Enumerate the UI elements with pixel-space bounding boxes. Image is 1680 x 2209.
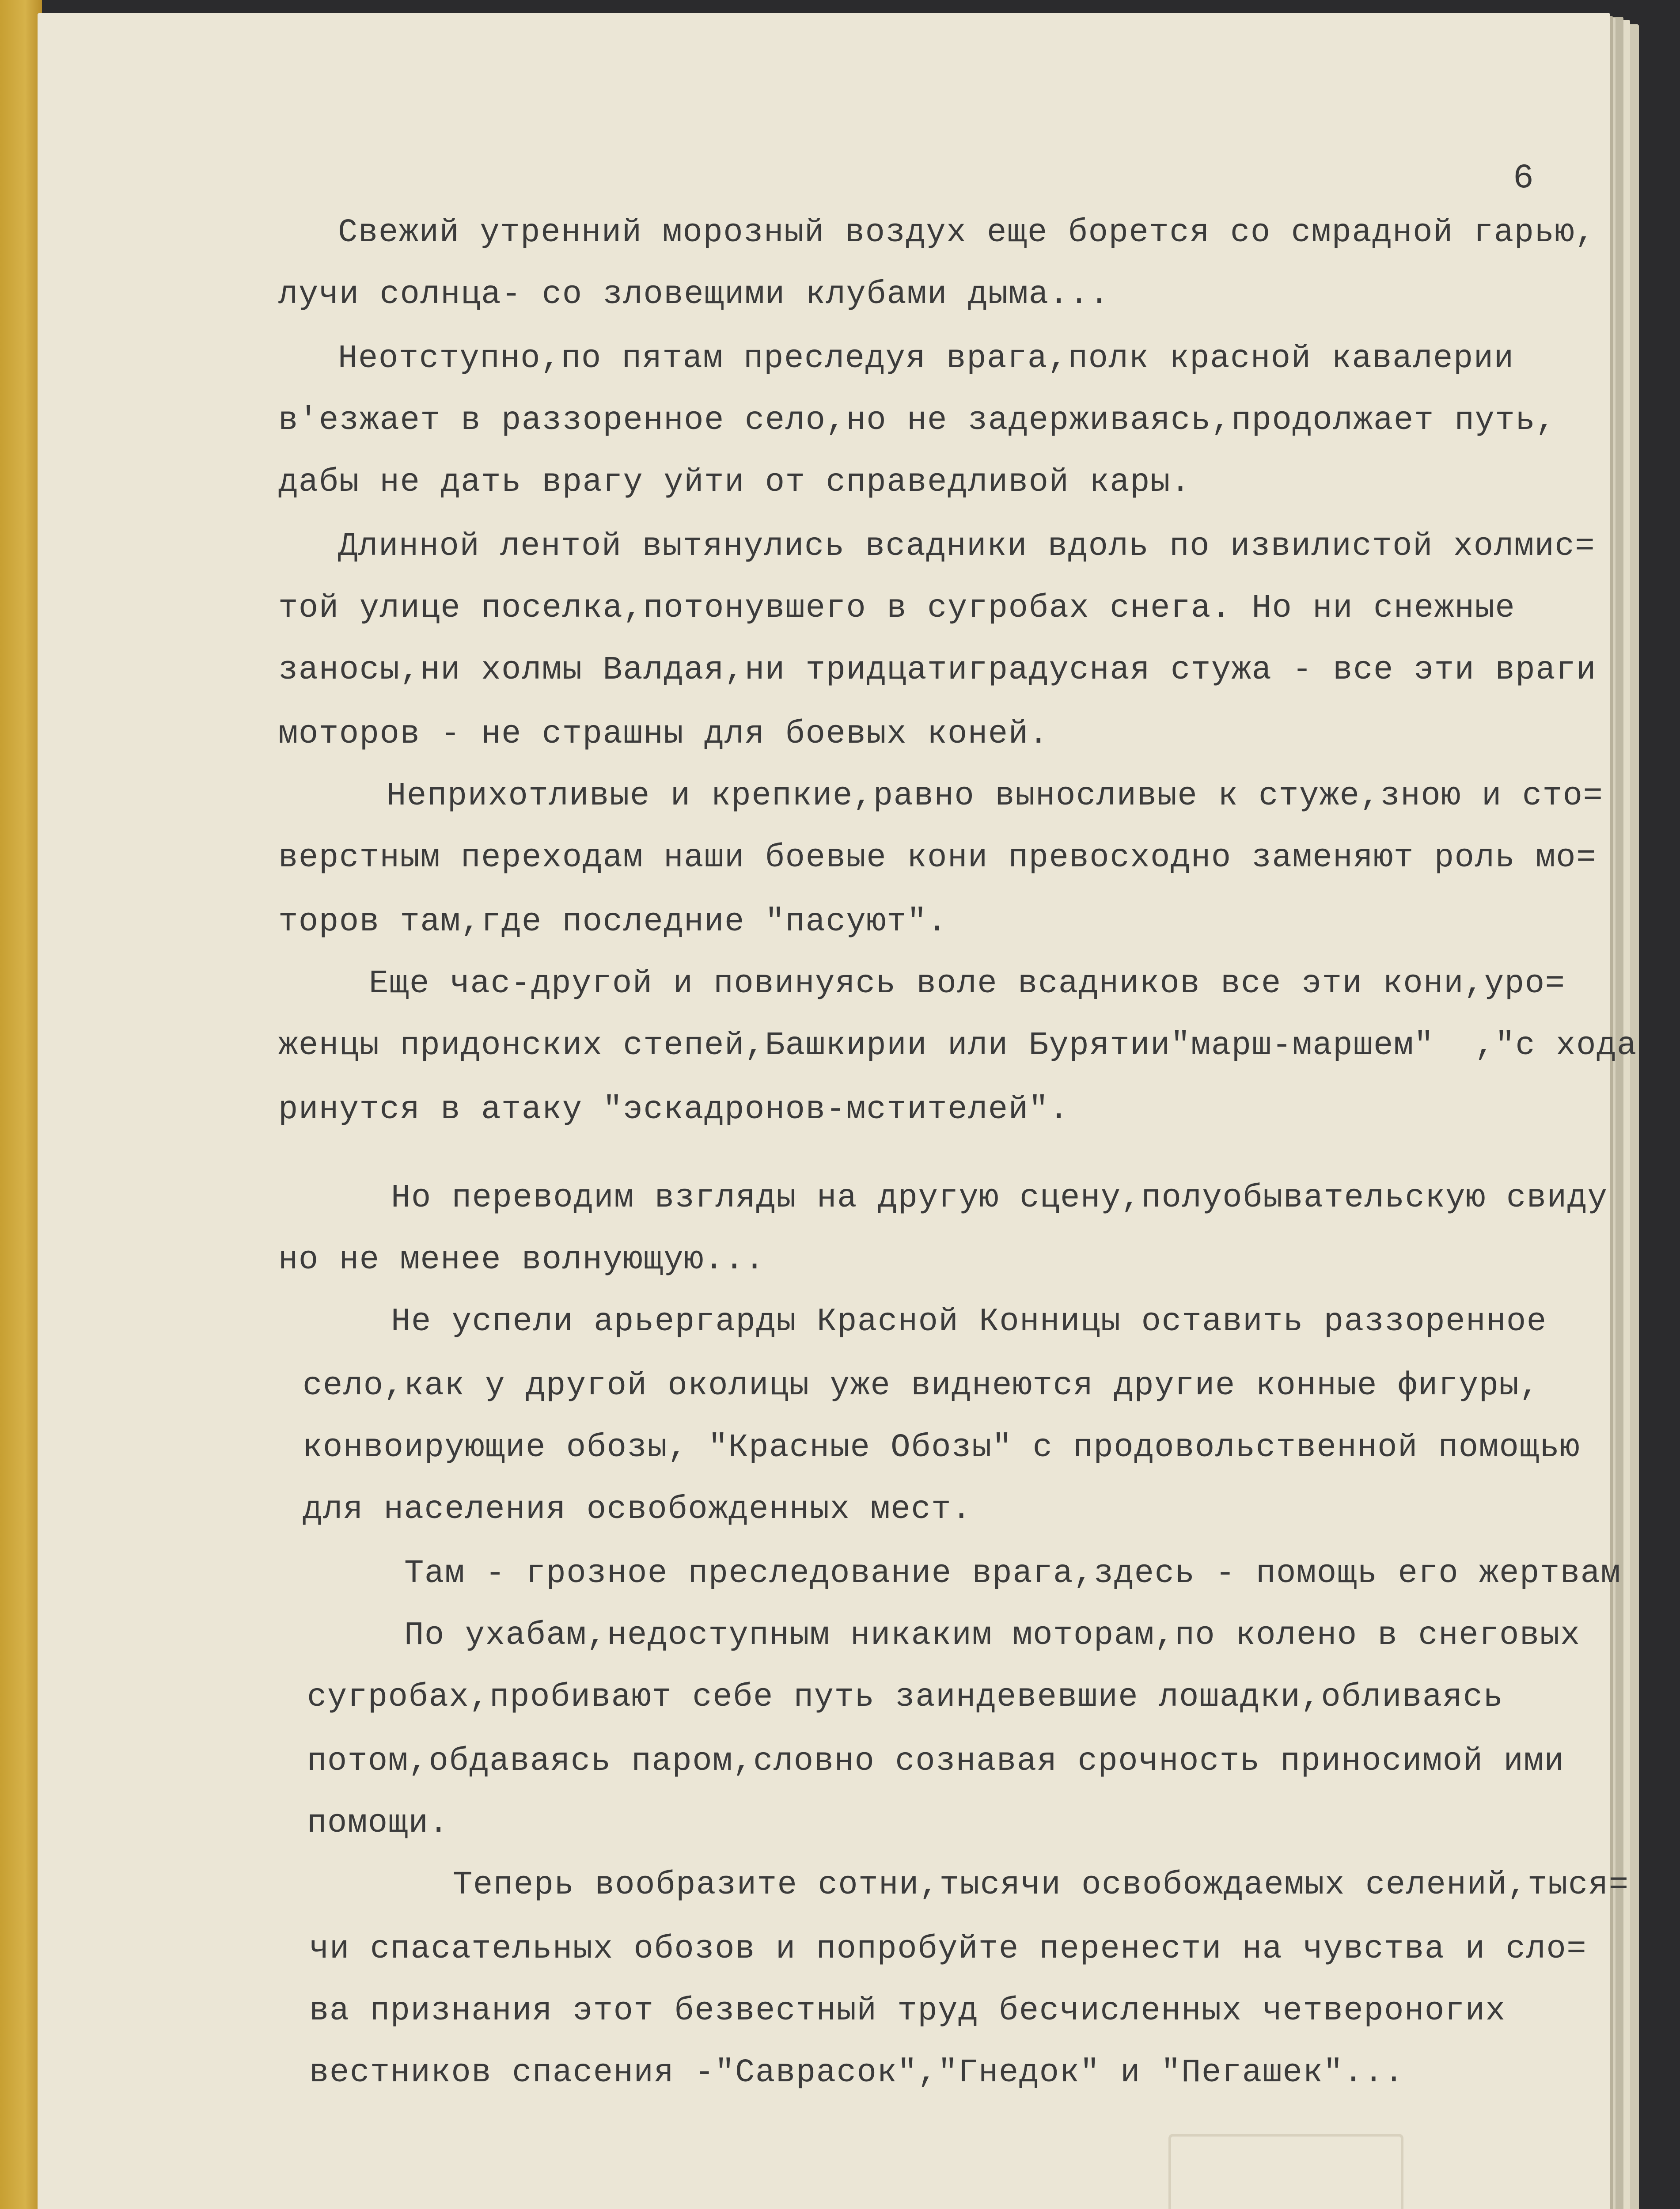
- page-number: 6: [1513, 159, 1534, 198]
- text-line: Там - грозное преследование врага,здесь - помощь его жертвам: [404, 1555, 1621, 1592]
- text-line: вестников спасения -"Саврасок","Гнедок" и "Пегашек"...: [309, 2054, 1404, 2091]
- text-line: Но переводим взгляды на другую сцену,полуобывательскую свиду: [391, 1180, 1608, 1217]
- text-line: чи спасательных обозов и попробуйте перенести на чувства и сло=: [309, 1931, 1587, 1968]
- text-line: потом,обдаваясь паром,словно сознавая срочность приносимой ими: [307, 1743, 1565, 1780]
- text-line: лучи солнца- со зловещими клубами дыма...: [278, 276, 1110, 313]
- text-line: торов там,где последние "пасуют".: [278, 903, 948, 941]
- text-line: моторов - не страшны для боевых коней.: [278, 716, 1049, 753]
- text-line: заносы,ни холмы Валдая,ни тридцатиградусная стужа - все эти враги: [278, 652, 1597, 689]
- text-line: Свежий утренний морозный воздух еще борется со смрадной гарью,: [338, 214, 1596, 251]
- text-line: женцы придонских степей,Башкирии или Бурятии"марш-маршем" ,"с хода: [278, 1027, 1637, 1064]
- text-line: Неприхотливые и крепкие,равно выносливые к стуже,зною и сто=: [387, 778, 1604, 815]
- text-line: ринутся в атаку "эскадронов-мстителей".: [278, 1091, 1069, 1128]
- text-line: в'езжает в раззоренное село,но не задерживаясь,продолжает путь,: [278, 402, 1556, 439]
- text-line: но не менее волнующую...: [278, 1241, 765, 1279]
- text-line: ва признания этот безвестный труд бесчисленных четвероногих: [309, 1993, 1506, 2030]
- text-line: той улице поселка,потонувшего в сугробах снега. Но ни снежные: [278, 590, 1516, 627]
- text-line: верстным переходам наши боевые кони превосходно заменяют роль мо=: [278, 839, 1597, 877]
- previous-page-edge: [0, 0, 42, 2209]
- text-line: Еще час-другой и повинуясь воле всадников все эти кони,уро=: [369, 965, 1566, 1002]
- text-line: Теперь вообразите сотни,тысячи освобождаемых селений,тыся=: [453, 1867, 1629, 1904]
- text-line: Неотступно,по пятам преследуя врага,полк красной кавалерии: [338, 340, 1514, 377]
- text-line: для населения освобожденных мест.: [303, 1491, 972, 1528]
- text-line: конвоирующие обозы, "Красные Обозы" с продовольственной помощью: [303, 1429, 1581, 1466]
- document-page: [38, 13, 1637, 2209]
- text-line: Не успели арьергарды Красной Конницы оставить раззоренное: [391, 1303, 1547, 1340]
- text-line: помощи.: [307, 1805, 449, 1842]
- text-line: Длинной лентой вытянулись всадники вдоль по извилистой холмис=: [338, 528, 1596, 565]
- typed-body-text: [38, 13, 1637, 2209]
- text-line: По ухабам,недоступным никаким моторам,по колено в снеговых: [404, 1617, 1581, 1654]
- text-line: село,как у другой околицы уже виднеются другие конные фигуры,: [303, 1367, 1540, 1404]
- text-line: сугробах,пробивают себе путь заиндевевшие лошадки,обливаясь: [307, 1679, 1504, 1716]
- text-line: дабы не дать врагу уйти от справедливой кары.: [278, 464, 1191, 501]
